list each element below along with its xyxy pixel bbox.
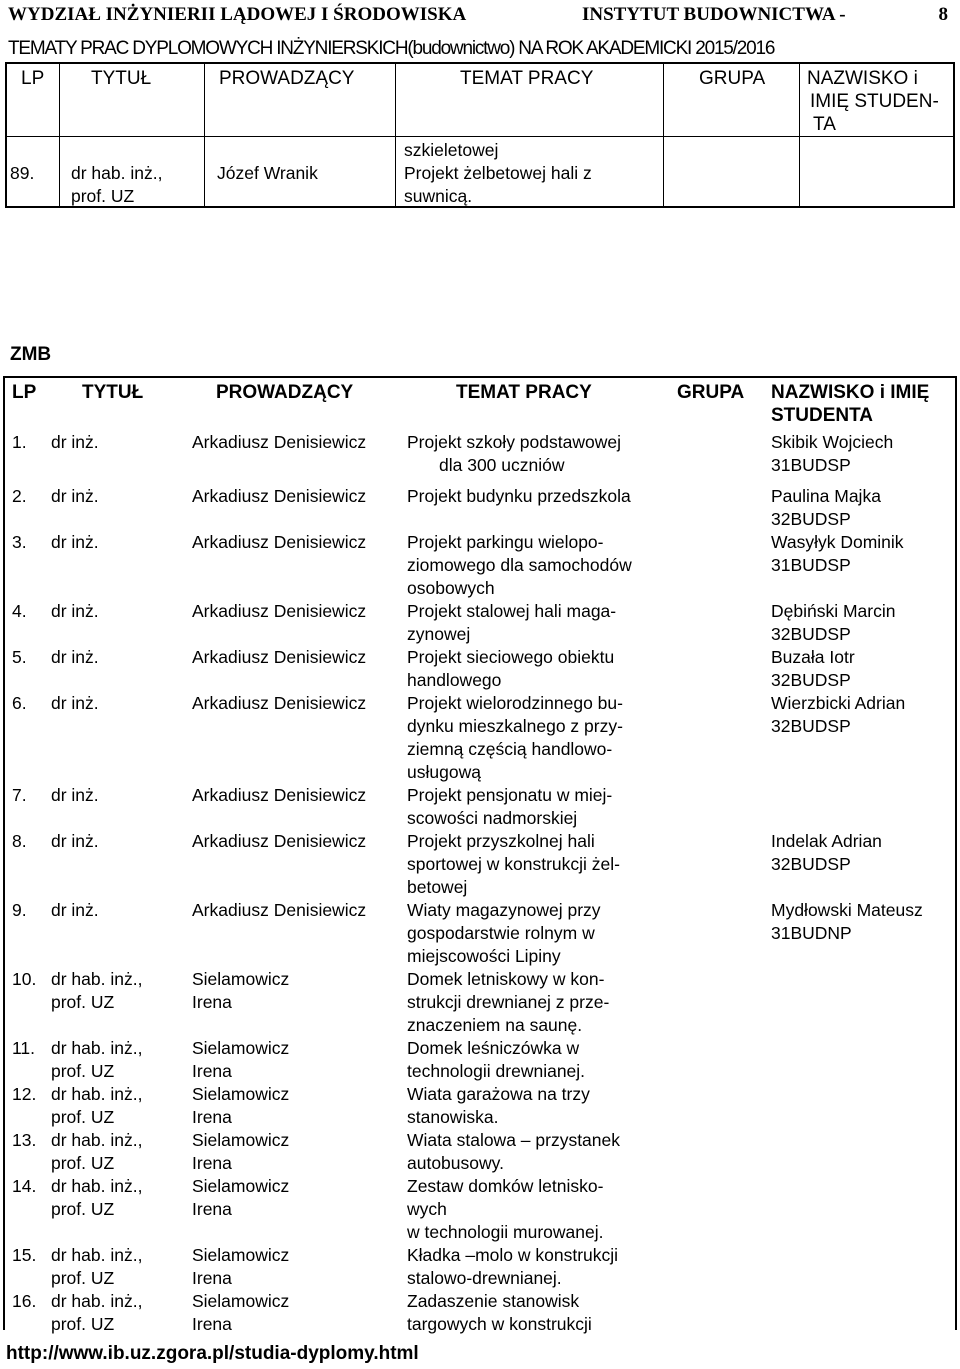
row-title: dr inż. — [51, 693, 99, 713]
row-lp: 1. — [12, 432, 27, 452]
col-header-lp: LP — [12, 382, 37, 403]
row-lp: 7. — [12, 785, 27, 805]
col-header-student-3: TA — [813, 114, 836, 135]
row-topic-line: osobowych — [407, 578, 495, 598]
row-title-2: prof. UZ — [51, 1107, 115, 1127]
row-title: dr hab. inż., — [51, 1245, 143, 1265]
row-supervisor: Arkadiusz Denisiewicz — [192, 601, 367, 621]
row-title: dr hab. inż., — [51, 1176, 143, 1196]
row-title: dr hab. inż., — [51, 1084, 143, 1104]
row-student-line: 31BUDNP — [771, 923, 852, 943]
row-topic-line: miejscowości Lipiny — [407, 946, 561, 966]
row-topic-line: gospodarstwie rolnym w — [407, 923, 595, 943]
row-supervisor: Arkadiusz Denisiewicz — [192, 647, 367, 667]
footer-url: http://www.ib.uz.zgora.pl/studia-dyplomy.html — [6, 1343, 419, 1364]
row-lp: 5. — [12, 647, 27, 667]
row-lp: 89. — [10, 163, 35, 183]
row-title: dr inż. — [51, 785, 99, 805]
row-student-line: Wierzbicki Adrian — [771, 693, 906, 713]
row-title-2: prof. UZ — [51, 992, 115, 1012]
row-lp: 9. — [12, 900, 27, 920]
row-topic-line: Projekt wielorodzinnego bu- — [407, 693, 623, 713]
row-student-line: 32BUDSP — [771, 624, 851, 644]
row-topic-line: Projekt sieciowego obiektu — [407, 647, 615, 667]
row-topic-2: suwnicą. — [404, 186, 473, 206]
row-topic: Projekt żelbetowej hali z — [404, 163, 592, 183]
row-topic-line: zynowej — [407, 624, 471, 644]
section-title: ZMB — [10, 344, 52, 365]
row-title-2: prof. UZ — [51, 1153, 115, 1173]
row-title-2: prof. UZ — [51, 1314, 115, 1334]
row-lp: 10. — [12, 969, 37, 989]
row-lp: 4. — [12, 601, 27, 621]
row-lp: 8. — [12, 831, 27, 851]
row-student-line: Indelak Adrian — [771, 831, 882, 851]
document-header — [8, 4, 952, 30]
row-topic-line: Domek leśniczówka w — [407, 1038, 580, 1058]
row-lp: 11. — [12, 1038, 36, 1058]
row-lp: 16. — [12, 1291, 37, 1311]
row-topic-line: ziemną częścią handlowo- — [407, 739, 613, 759]
row-title-2: prof. UZ — [51, 1268, 115, 1288]
row-topic-line: handlowego — [407, 670, 502, 690]
page-number: 8 — [938, 4, 948, 25]
row-lp: 2. — [12, 486, 27, 506]
zmb-table — [3, 376, 957, 1334]
row-supervisor: Arkadiusz Denisiewicz — [192, 532, 367, 552]
row-topic-line: Wiaty magazynowej przy — [407, 900, 601, 920]
row-title: dr inż. — [51, 647, 99, 667]
row-topic-line: Projekt budynku przedszkola — [407, 486, 631, 506]
row-student-line: Mydłowski Mateusz — [771, 900, 923, 920]
row-student-line: 32BUDSP — [771, 854, 851, 874]
row-supervisor: Sielamowicz — [192, 1291, 290, 1311]
row-supervisor-2: Irena — [192, 1153, 232, 1173]
row-student-line: Wasyłyk Dominik — [771, 532, 904, 552]
row-supervisor-2: Irena — [192, 1061, 232, 1081]
row-topic-line: Projekt parkingu wielopo- — [407, 532, 604, 552]
row-title: dr hab. inż., — [51, 969, 143, 989]
row-title: dr hab. inż., — [51, 1291, 143, 1311]
row-student-line: Buzała Iotr — [771, 647, 855, 667]
row-topic-line: scowości nadmorskiej — [407, 808, 578, 828]
row-topic-line: autobusowy. — [407, 1153, 504, 1173]
row-topic-line: strukcji drewnianej z prze- — [407, 992, 610, 1012]
row-topic-line: Projekt pensjonatu w miej- — [407, 785, 613, 805]
row-topic-line: ziomowego dla samochodów — [407, 555, 632, 575]
row-title: dr inż. — [51, 532, 99, 552]
row-student-line: 32BUDSP — [771, 509, 851, 529]
row-topic-line: Kładka –molo w konstrukcji — [407, 1245, 619, 1265]
row-supervisor: Arkadiusz Denisiewicz — [192, 900, 367, 920]
row-topic-line: stalowo-drewnianej. — [407, 1268, 562, 1288]
col-header-student-1: NAZWISKO i IMIĘ — [771, 382, 930, 403]
row-supervisor: Józef Wranik — [217, 163, 318, 183]
row-supervisor: Arkadiusz Denisiewicz — [192, 693, 367, 713]
row-student-line: 32BUDSP — [771, 670, 851, 690]
row-topic-line: Projekt przyszkolnej hali — [407, 831, 595, 851]
row-title-2: prof. UZ — [51, 1061, 115, 1081]
row-supervisor: Sielamowicz — [192, 1130, 290, 1150]
col-header-student-2: IMIĘ STUDEN- — [810, 91, 939, 112]
row-title: dr inż. — [51, 486, 99, 506]
row-topic-line: znaczeniem na saunę. — [407, 1015, 583, 1035]
col-header-student-2: STUDENTA — [771, 405, 874, 426]
row-topic-line: technologii drewnianej. — [407, 1061, 586, 1081]
row-topic-line: sportowej w konstrukcji żel- — [407, 854, 620, 874]
row-lp: 13. — [12, 1130, 37, 1150]
row-student-line: 32BUDSP — [771, 716, 851, 736]
row-title: dr hab. inż., — [51, 1130, 143, 1150]
col-header-title: TYTUŁ — [91, 68, 152, 89]
row-topic-line: Wiata garażowa na trzy — [407, 1084, 590, 1104]
row-lp: 12. — [12, 1084, 37, 1104]
col-header-topic: TEMAT PRACY — [456, 382, 592, 403]
row-topic-line: dynku mieszkalnego z przy- — [407, 716, 623, 736]
row-topic-line: Zadaszenie stanowisk — [407, 1291, 580, 1311]
row-lp: 15. — [12, 1245, 37, 1265]
row-title: dr inż. — [51, 900, 99, 920]
row-student-line: 31BUDSP — [771, 455, 851, 475]
col-header-group: GRUPA — [677, 382, 745, 403]
row-title: dr inż. — [51, 831, 99, 851]
row-title: dr inż. — [51, 432, 99, 452]
row-topic-line: w technologii murowanej. — [407, 1222, 604, 1242]
row-supervisor-2: Irena — [192, 1268, 232, 1288]
row-lp: 6. — [12, 693, 27, 713]
row-topic-line: betowej — [407, 877, 468, 897]
row-supervisor: Sielamowicz — [192, 969, 290, 989]
row-supervisor-2: Irena — [192, 1107, 232, 1127]
row-student-line: Dębiński Marcin — [771, 601, 896, 621]
row-supervisor: Sielamowicz — [192, 1245, 290, 1265]
row-topic-line: Projekt szkoły podstawowej — [407, 432, 621, 452]
row-title: dr inż. — [51, 601, 99, 621]
row-topic-line: Projekt stalowej hali maga- — [407, 601, 617, 621]
row-student-line: Skibik Wojciech — [771, 432, 894, 452]
row-topic-line: Domek letniskowy w kon- — [407, 969, 605, 989]
col-header-topic: TEMAT PRACY — [460, 68, 594, 89]
row-supervisor: Arkadiusz Denisiewicz — [192, 831, 367, 851]
row-supervisor: Sielamowicz — [192, 1176, 290, 1196]
row-student-line: Paulina Majka — [771, 486, 881, 506]
col-header-title: TYTUŁ — [82, 382, 144, 403]
col-header-supervisor: PROWADZĄCY — [216, 382, 354, 403]
row-title-2: prof. UZ — [71, 186, 135, 206]
document-subtitle: TEMATY PRAC DYPLOMOWYCH INŻYNIERSKICH(budownictwo) NA ROK AKADEMICKI 2015/2016 — [8, 38, 775, 59]
row-topic-line: usługową — [407, 762, 481, 782]
col-header-supervisor: PROWADZĄCY — [219, 68, 355, 89]
row-supervisor: Arkadiusz Denisiewicz — [192, 432, 367, 452]
row-title: dr hab. inż., — [51, 1038, 143, 1058]
row-supervisor: Sielamowicz — [192, 1084, 290, 1104]
row-lp: 14. — [12, 1176, 37, 1196]
row-supervisor: Arkadiusz Denisiewicz — [192, 486, 367, 506]
row-student-line: 31BUDSP — [771, 555, 851, 575]
row-topic-line: targowych w konstrukcji — [407, 1314, 592, 1334]
row-topic-line: wych — [407, 1199, 447, 1219]
carry-over-text: szkieletowej — [404, 140, 499, 160]
col-header-group: GRUPA — [699, 68, 766, 89]
row-topic-line: Zestaw domków letnisko- — [407, 1176, 604, 1196]
row-lp: 3. — [12, 532, 27, 552]
faculty-name: WYDZIAŁ INŻYNIERII LĄDOWEJ I ŚRODOWISKA — [8, 4, 467, 25]
row-topic-line: Wiata stalowa – przystanek — [407, 1130, 621, 1150]
row-supervisor: Sielamowicz — [192, 1038, 290, 1058]
row-topic-line: dla 300 uczniów — [439, 455, 565, 475]
row-supervisor-2: Irena — [192, 1314, 232, 1334]
col-header-lp: LP — [21, 68, 45, 89]
row-title-2: prof. UZ — [51, 1199, 115, 1219]
row-title: dr hab. inż., — [71, 163, 163, 183]
row-supervisor-2: Irena — [192, 1199, 232, 1219]
row-supervisor-2: Irena — [192, 992, 232, 1012]
row-supervisor: Arkadiusz Denisiewicz — [192, 785, 367, 805]
col-header-student-1: NAZWISKO i — [807, 68, 918, 89]
institute-name: INSTYTUT BUDOWNICTWA - — [582, 4, 846, 25]
table-continued — [5, 62, 955, 208]
row-topic-line: stanowiska. — [407, 1107, 499, 1127]
